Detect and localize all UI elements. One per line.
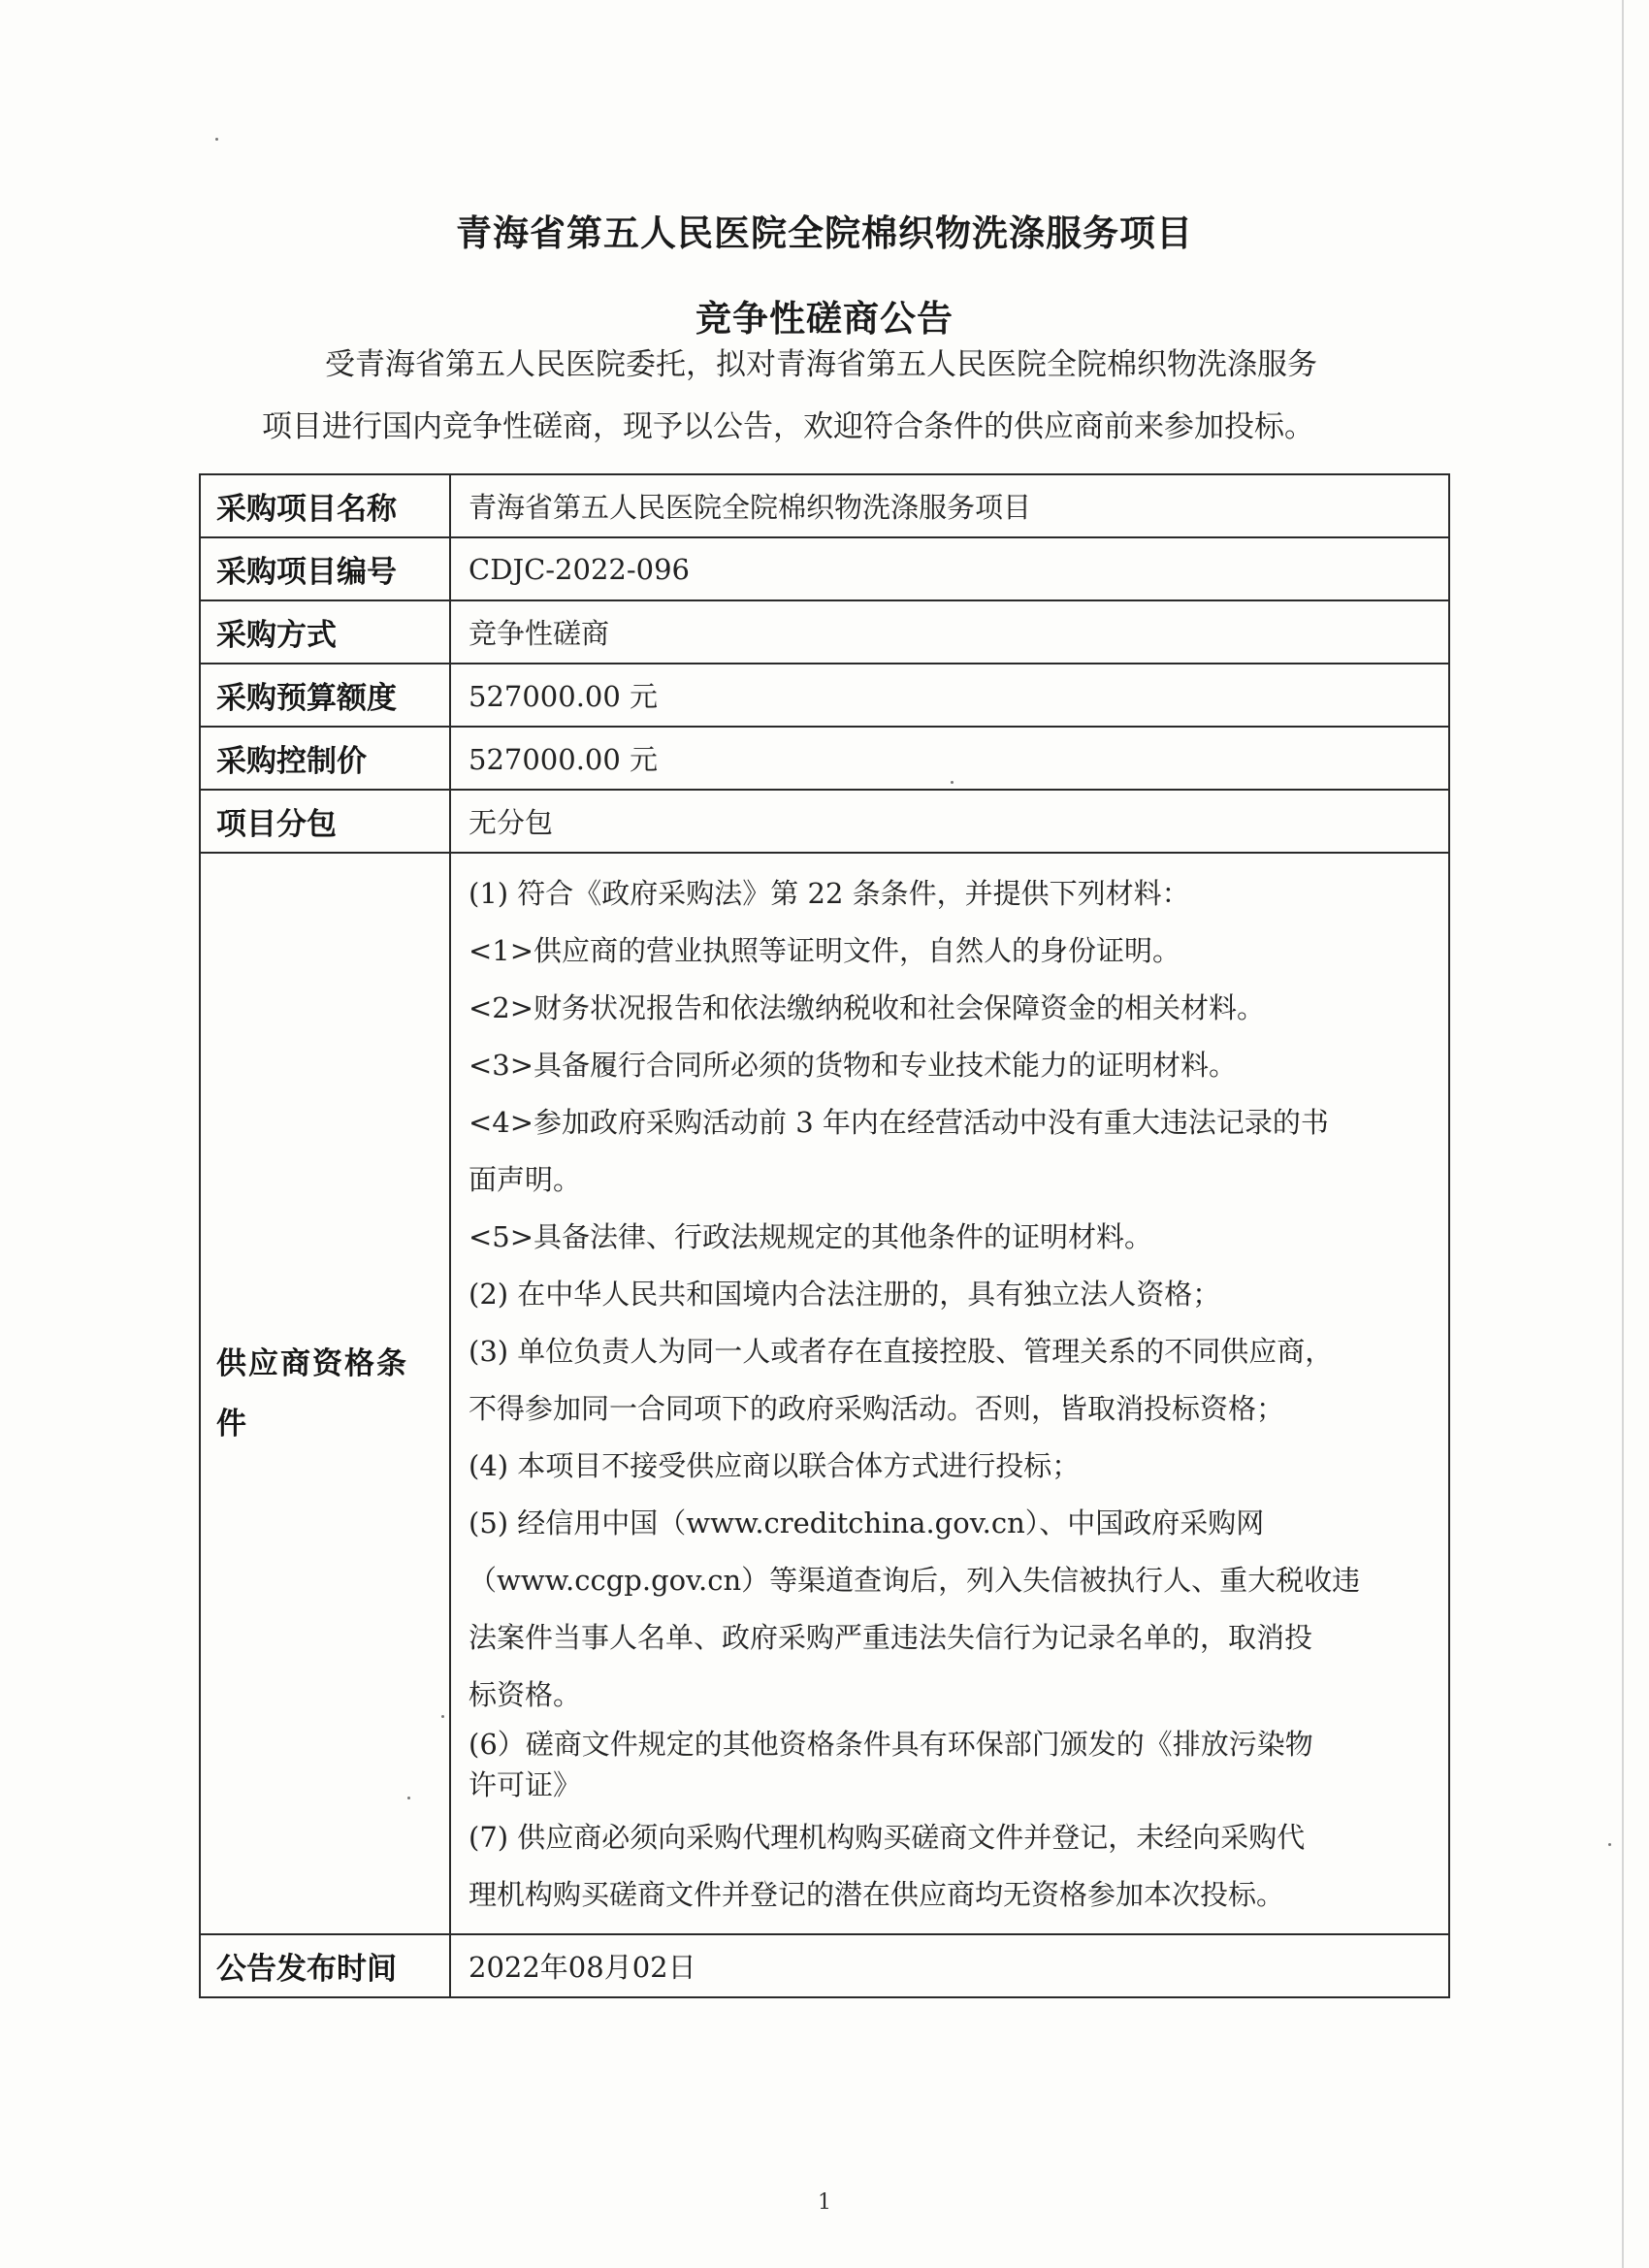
row-label: 采购方式 [200,600,450,664]
row-label: 采购项目名称 [200,474,450,537]
qualification-line: (1) 符合《政府采购法》第 22 条条件，并提供下列材料： [469,877,1190,910]
scan-speck [951,781,954,784]
row-value: 2022年08月02日 [450,1934,1449,1997]
qualification-line: 许可证》 [469,1768,582,1801]
qualification-line: （www.ccgp.gov.cn）等渠道查询后，列入失信被执行人、重大税收违 [469,1564,1361,1597]
qualification-line: (3) 单位负责人为同一人或者存在直接控股、管理关系的不同供应商， [469,1335,1334,1368]
scan-speck [407,1797,410,1799]
qualification-line: 不得参加同一合同项下的政府采购活动。否则，皆取消投标资格； [469,1392,1285,1425]
row-label: 采购控制价 [200,727,450,790]
table-row-control-price [200,727,1449,790]
row-label: 采购预算额度 [200,664,450,727]
table-row-project-name [200,474,1449,537]
qualification-line: 理机构购买磋商文件并登记的潜在供应商均无资格参加本次投标。 [469,1878,1285,1911]
qualification-line: <4>参加政府采购活动前 3 年内在经营活动中没有重大违法记录的书 [469,1106,1329,1139]
scan-speck [215,138,218,141]
qualification-line: (7) 供应商必须向采购代理机构购买磋商文件并登记，未经向采购代 [469,1821,1306,1854]
row-value: 青海省第五人民医院全院棉织物洗涤服务项目 [450,474,1449,537]
scan-speck [441,1715,444,1718]
qualification-line: <3>具备履行合同所必须的货物和专业技术能力的证明材料。 [469,1049,1238,1082]
row-label: 项目分包 [200,790,450,853]
qualification-label-line-2: 件 [216,1406,248,1442]
qualification-content [450,853,1449,1934]
qualification-label-line-1: 供应商资格条 [216,1345,408,1381]
qualification-line: <2>财务状况报告和依法缴纳税收和社会保障资金的相关材料。 [469,991,1266,1024]
intro-paragraph-line-1: 受青海省第五人民医院委托，拟对青海省第五人民医院全院棉织物洗涤服务 [325,347,1317,382]
table-row-publish-date [200,1934,1449,1997]
qualification-line: (5) 经信用中国（www.creditchina.gov.cn）、中国政府采购网 [469,1507,1265,1539]
qualification-line: (6）磋商文件规定的其他资格条件具有环保部门颁发的《排放污染物 [469,1728,1313,1761]
table-row-procurement-method [200,600,1449,664]
table-row-lots [200,790,1449,853]
row-value: 527000.00 元 [450,664,1449,727]
page-number: 1 [818,2190,831,2215]
row-value: CDJC-2022-096 [450,537,1449,600]
qualification-line: 标资格。 [469,1678,582,1711]
row-label: 采购项目编号 [200,537,450,600]
qualification-line: <1>供应商的营业执照等证明文件，自然人的身份证明。 [469,934,1181,967]
row-value: 无分包 [450,790,1449,853]
qualification-line: (4) 本项目不接受供应商以联合体方式进行投标； [469,1449,1081,1482]
document-title: 青海省第五人民医院全院棉织物洗涤服务项目 [456,212,1193,254]
procurement-info-table [199,473,1450,1998]
row-value: 竞争性磋商 [450,600,1449,664]
row-label: 公告发布时间 [200,1934,450,1997]
qualification-label [200,853,450,1934]
qualification-line: 法案件当事人名单、政府采购严重违法失信行为记录名单的，取消投 [469,1621,1313,1654]
intro-paragraph-line-2: 项目进行国内竞争性磋商，现予以公告，欢迎符合条件的供应商前来参加投标。 [262,409,1314,444]
table-row-supplier-qualification [200,853,1449,1934]
qualification-line: <5>具备法律、行政法规规定的其他条件的证明材料。 [469,1220,1153,1253]
table-row-budget [200,664,1449,727]
qualification-line: (2) 在中华人民共和国境内合法注册的，具有独立法人资格； [469,1278,1221,1311]
scan-speck [1608,1843,1611,1846]
row-value: 527000.00 元 [450,727,1449,790]
table-row-project-number [200,537,1449,600]
qualification-line: 面声明。 [469,1163,582,1196]
document-subtitle: 竞争性磋商公告 [695,298,954,340]
